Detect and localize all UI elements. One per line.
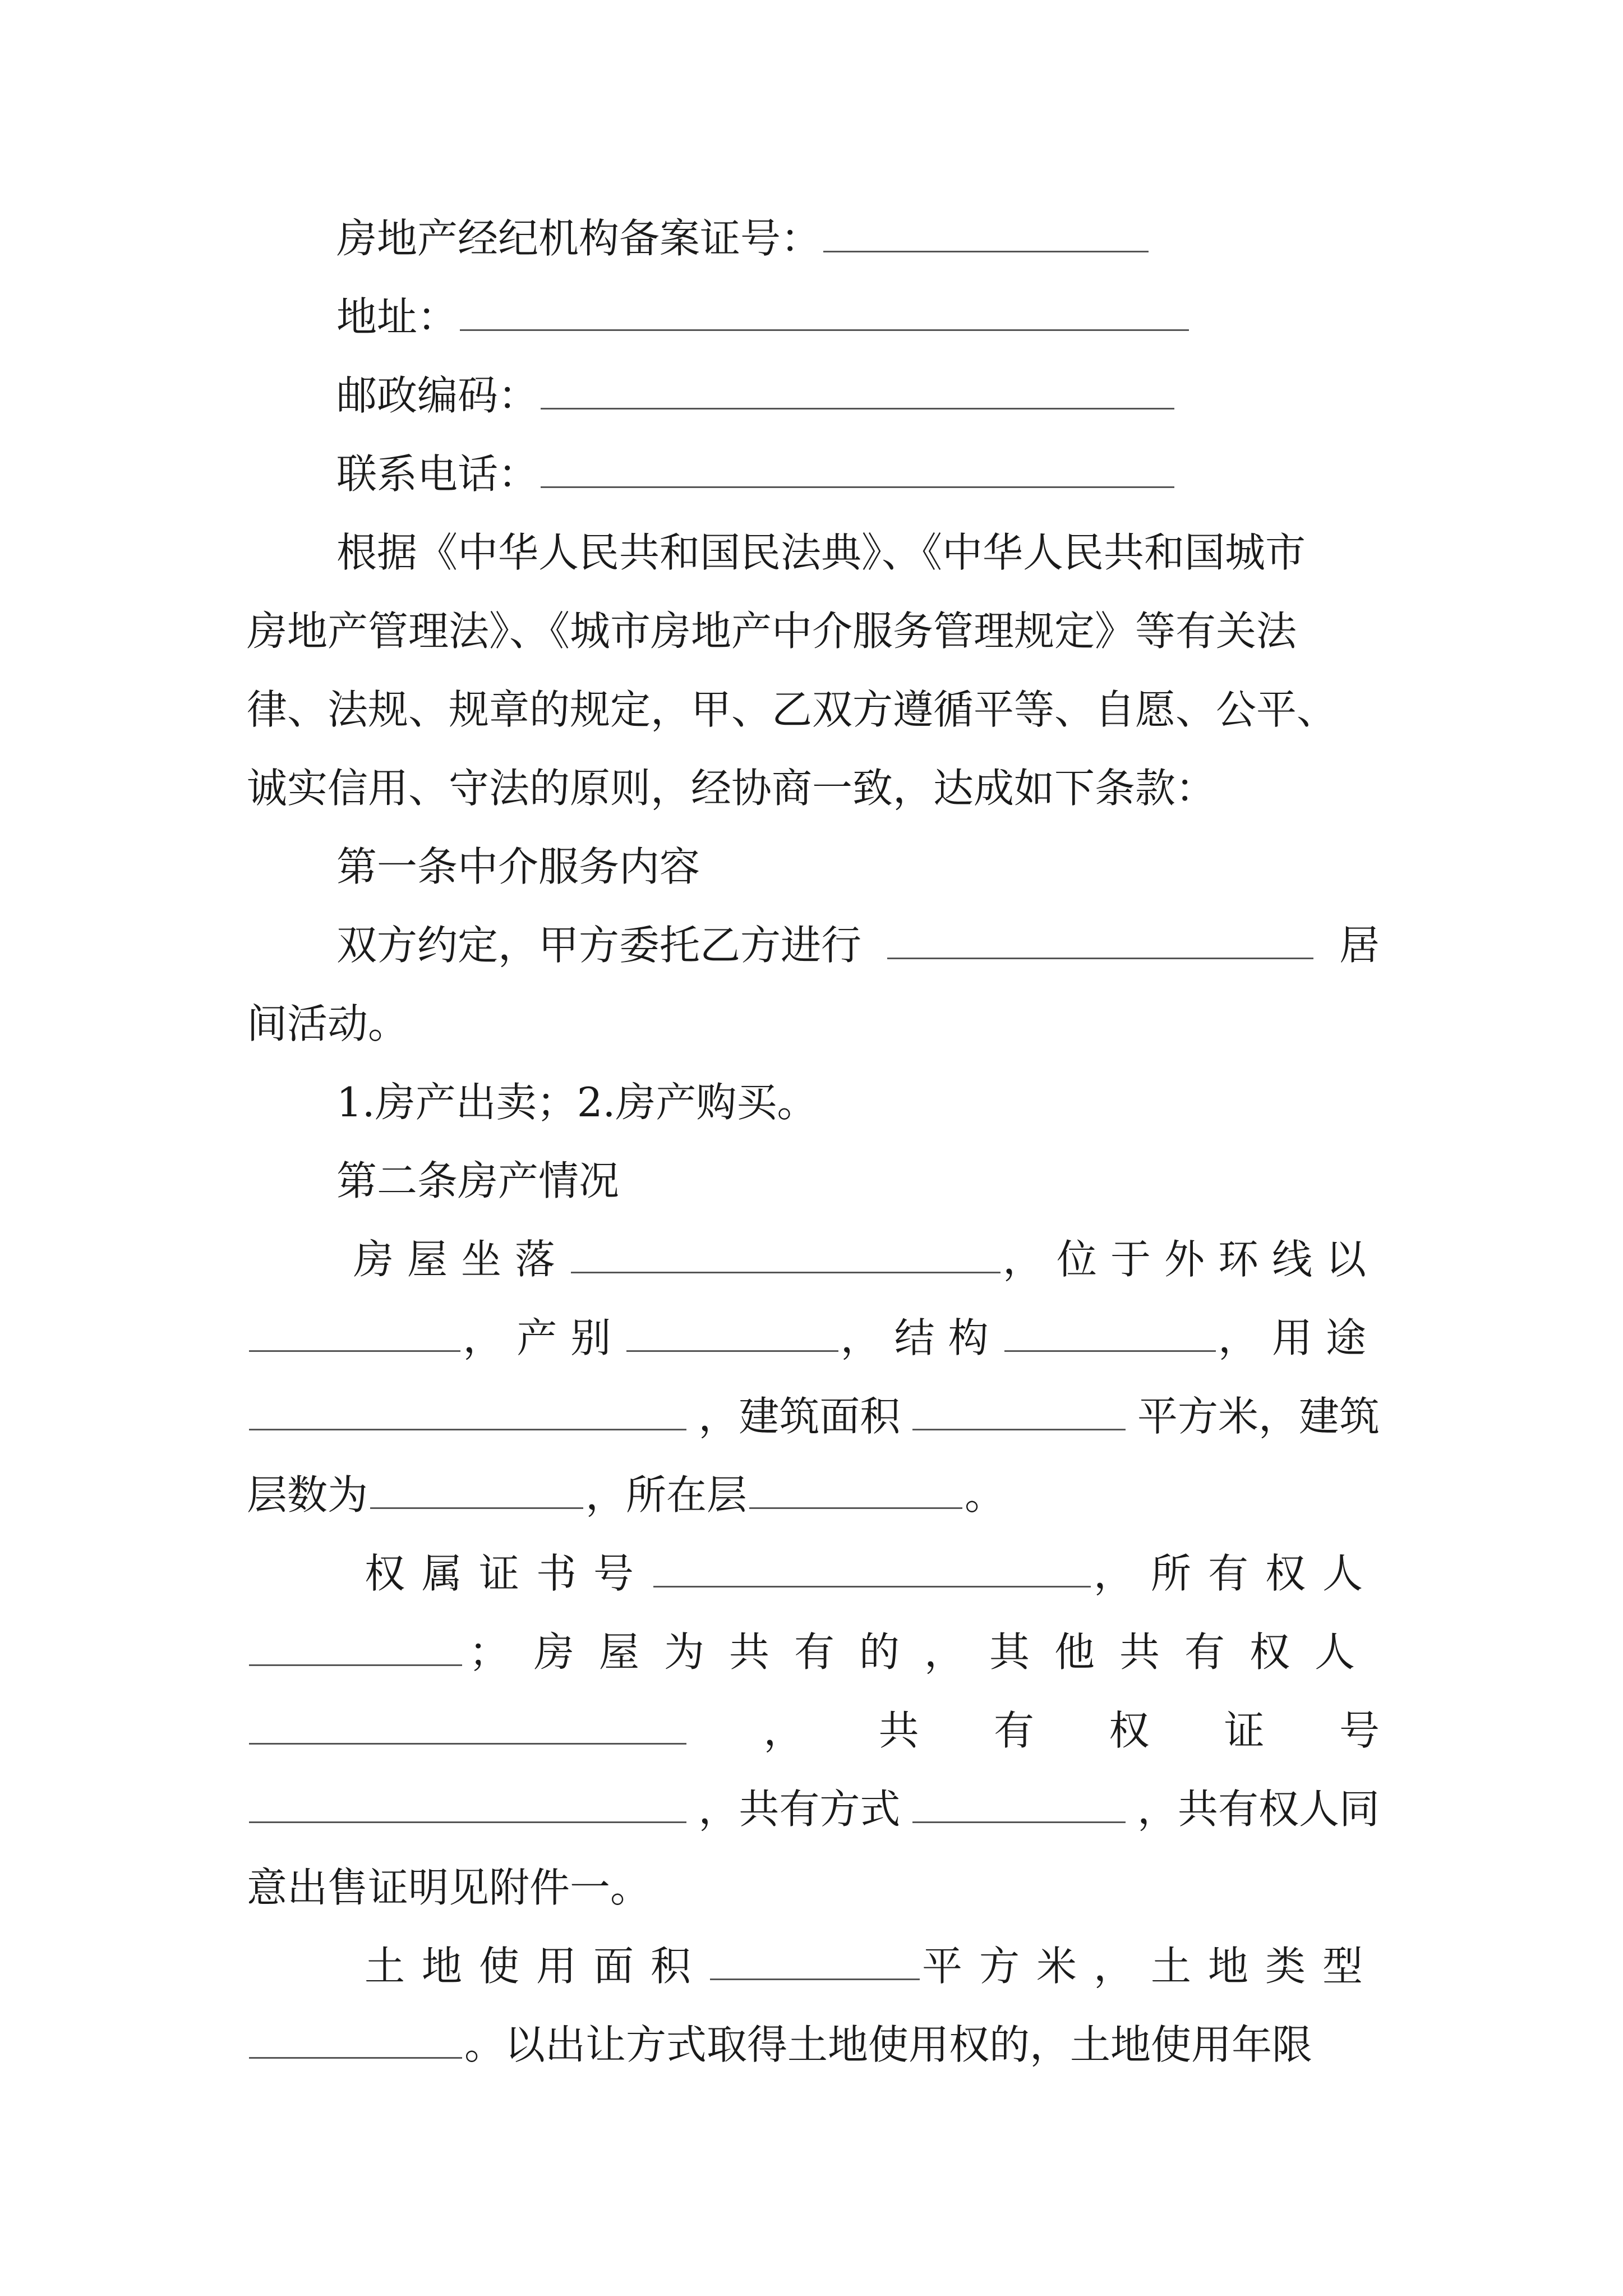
article1-options: 1.房产出卖；2.房产购买。 bbox=[336, 1079, 818, 1126]
p2-co-owner-label: ；房屋为共有的，其他共有权人 bbox=[468, 1628, 1380, 1676]
floor-blank[interactable] bbox=[749, 1473, 962, 1509]
article2-p2-line-5: 意出售证明见附件一。 bbox=[247, 1864, 651, 1911]
land-area-blank[interactable] bbox=[710, 1944, 920, 1980]
owner-blank[interactable] bbox=[249, 1630, 462, 1666]
address-field bbox=[336, 286, 1469, 348]
article1-line-2: 间活动。 bbox=[247, 1000, 409, 1047]
postal-code-label: 邮政编码： bbox=[336, 372, 539, 419]
article2-title: 第二条房产情况 bbox=[336, 1157, 620, 1204]
co-ownership-method-blank[interactable] bbox=[912, 1787, 1126, 1823]
postal-code-field bbox=[336, 365, 1469, 426]
certificate-blank[interactable] bbox=[653, 1551, 1091, 1588]
filing-number-label: 房地产经纪机构备案证号： bbox=[336, 215, 822, 262]
filing-number-blank[interactable] bbox=[823, 216, 1149, 252]
phone-label: 联系电话： bbox=[336, 450, 539, 498]
p1-structure-label: ，结构 bbox=[840, 1314, 1002, 1361]
property-type-blank[interactable] bbox=[626, 1315, 838, 1352]
article2-p3-line-1 bbox=[365, 1935, 1380, 1997]
intro-line-1: 根据《中华人民共和国民法典》、《中华人民共和国城市 bbox=[336, 529, 1306, 576]
article1-text-a: 双方约定，甲方委托乙方进行 bbox=[336, 922, 862, 969]
location-blank[interactable] bbox=[571, 1237, 1000, 1273]
p1-area-unit: 平方米，建筑 bbox=[1137, 1393, 1380, 1440]
intro-line-4: 诚实信用、守法的原则，经协商一致，达成如下条款： bbox=[247, 765, 1216, 812]
article2-p2-line-3 bbox=[247, 1700, 1380, 1761]
article2-p1-line-1 bbox=[353, 1228, 1380, 1290]
filing-number-field bbox=[336, 208, 1469, 269]
p2-char-4: 证 bbox=[1224, 1707, 1265, 1754]
p2-consent-label: ，共有权人同 bbox=[1137, 1786, 1380, 1833]
article2-p1-line-4 bbox=[247, 1464, 1380, 1526]
p2-owner-label: ，所有权人 bbox=[1093, 1550, 1380, 1597]
p2-char-2: 有 bbox=[993, 1707, 1034, 1754]
p3-land-area-label: 土地使用面积 bbox=[365, 1943, 708, 1990]
article1-line-1 bbox=[336, 914, 1380, 976]
p2-char-3: 权 bbox=[1109, 1707, 1150, 1754]
p2-method-label: ，共有方式 bbox=[698, 1786, 901, 1833]
p2-certificate-label: 权属证书号 bbox=[365, 1550, 651, 1597]
p1-location-label: 房屋坐落 bbox=[353, 1236, 569, 1283]
p2-char-5: 号 bbox=[1339, 1707, 1380, 1754]
article2-p2-line-2 bbox=[247, 1621, 1380, 1683]
p2-char-1: 共 bbox=[878, 1707, 919, 1754]
p1-property-type-label: ，产别 bbox=[463, 1314, 625, 1361]
p1-floors-label: 层数为 bbox=[247, 1471, 368, 1519]
p1-period: 。 bbox=[965, 1471, 1006, 1519]
p3-land-type-label: 平方米，土地类型 bbox=[921, 1943, 1380, 1990]
article1-text-b: 居 bbox=[1339, 922, 1380, 969]
usage-blank[interactable] bbox=[249, 1394, 686, 1430]
p1-usage-label: ，用途 bbox=[1218, 1314, 1380, 1361]
p2-comma: ， bbox=[763, 1707, 804, 1754]
article2-p1-line-3 bbox=[247, 1386, 1380, 1447]
phone-field bbox=[336, 443, 1469, 505]
co-ownership-cert-blank[interactable] bbox=[249, 1787, 686, 1823]
area-blank[interactable] bbox=[912, 1394, 1126, 1430]
intro-line-2: 房地产管理法》、《城市房地产中介服务管理规定》等有关法 bbox=[247, 608, 1297, 655]
p1-floor-label: ，所在层 bbox=[585, 1471, 748, 1519]
co-owner-blank[interactable] bbox=[249, 1708, 686, 1745]
phone-blank[interactable] bbox=[541, 452, 1174, 488]
article2-p1-line-2 bbox=[247, 1307, 1380, 1369]
land-type-blank[interactable] bbox=[249, 2022, 462, 2059]
service-type-blank[interactable] bbox=[887, 923, 1313, 959]
article1-title: 第一条中介服务内容 bbox=[336, 843, 700, 890]
article2-p2-line-4 bbox=[247, 1778, 1380, 1840]
p1-ring-text: ，位于外环线以 bbox=[1002, 1236, 1380, 1283]
address-blank[interactable] bbox=[460, 295, 1189, 331]
intro-line-3: 律、法规、规章的规定，甲、乙双方遵循平等、自愿、公平、 bbox=[247, 686, 1338, 733]
postal-code-blank[interactable] bbox=[541, 373, 1174, 409]
structure-blank[interactable] bbox=[1004, 1315, 1216, 1352]
ring-blank[interactable] bbox=[249, 1315, 460, 1352]
article2-p3-line-2 bbox=[247, 2014, 1380, 2076]
address-label: 地址： bbox=[336, 293, 458, 341]
p1-area-label: ，建筑面积 bbox=[698, 1393, 901, 1440]
p3-term-text: 。以出让方式取得土地使用权的，土地使用年限 bbox=[464, 2021, 1313, 2068]
floors-blank[interactable] bbox=[370, 1473, 583, 1509]
article2-p2-line-1 bbox=[365, 1543, 1380, 1604]
